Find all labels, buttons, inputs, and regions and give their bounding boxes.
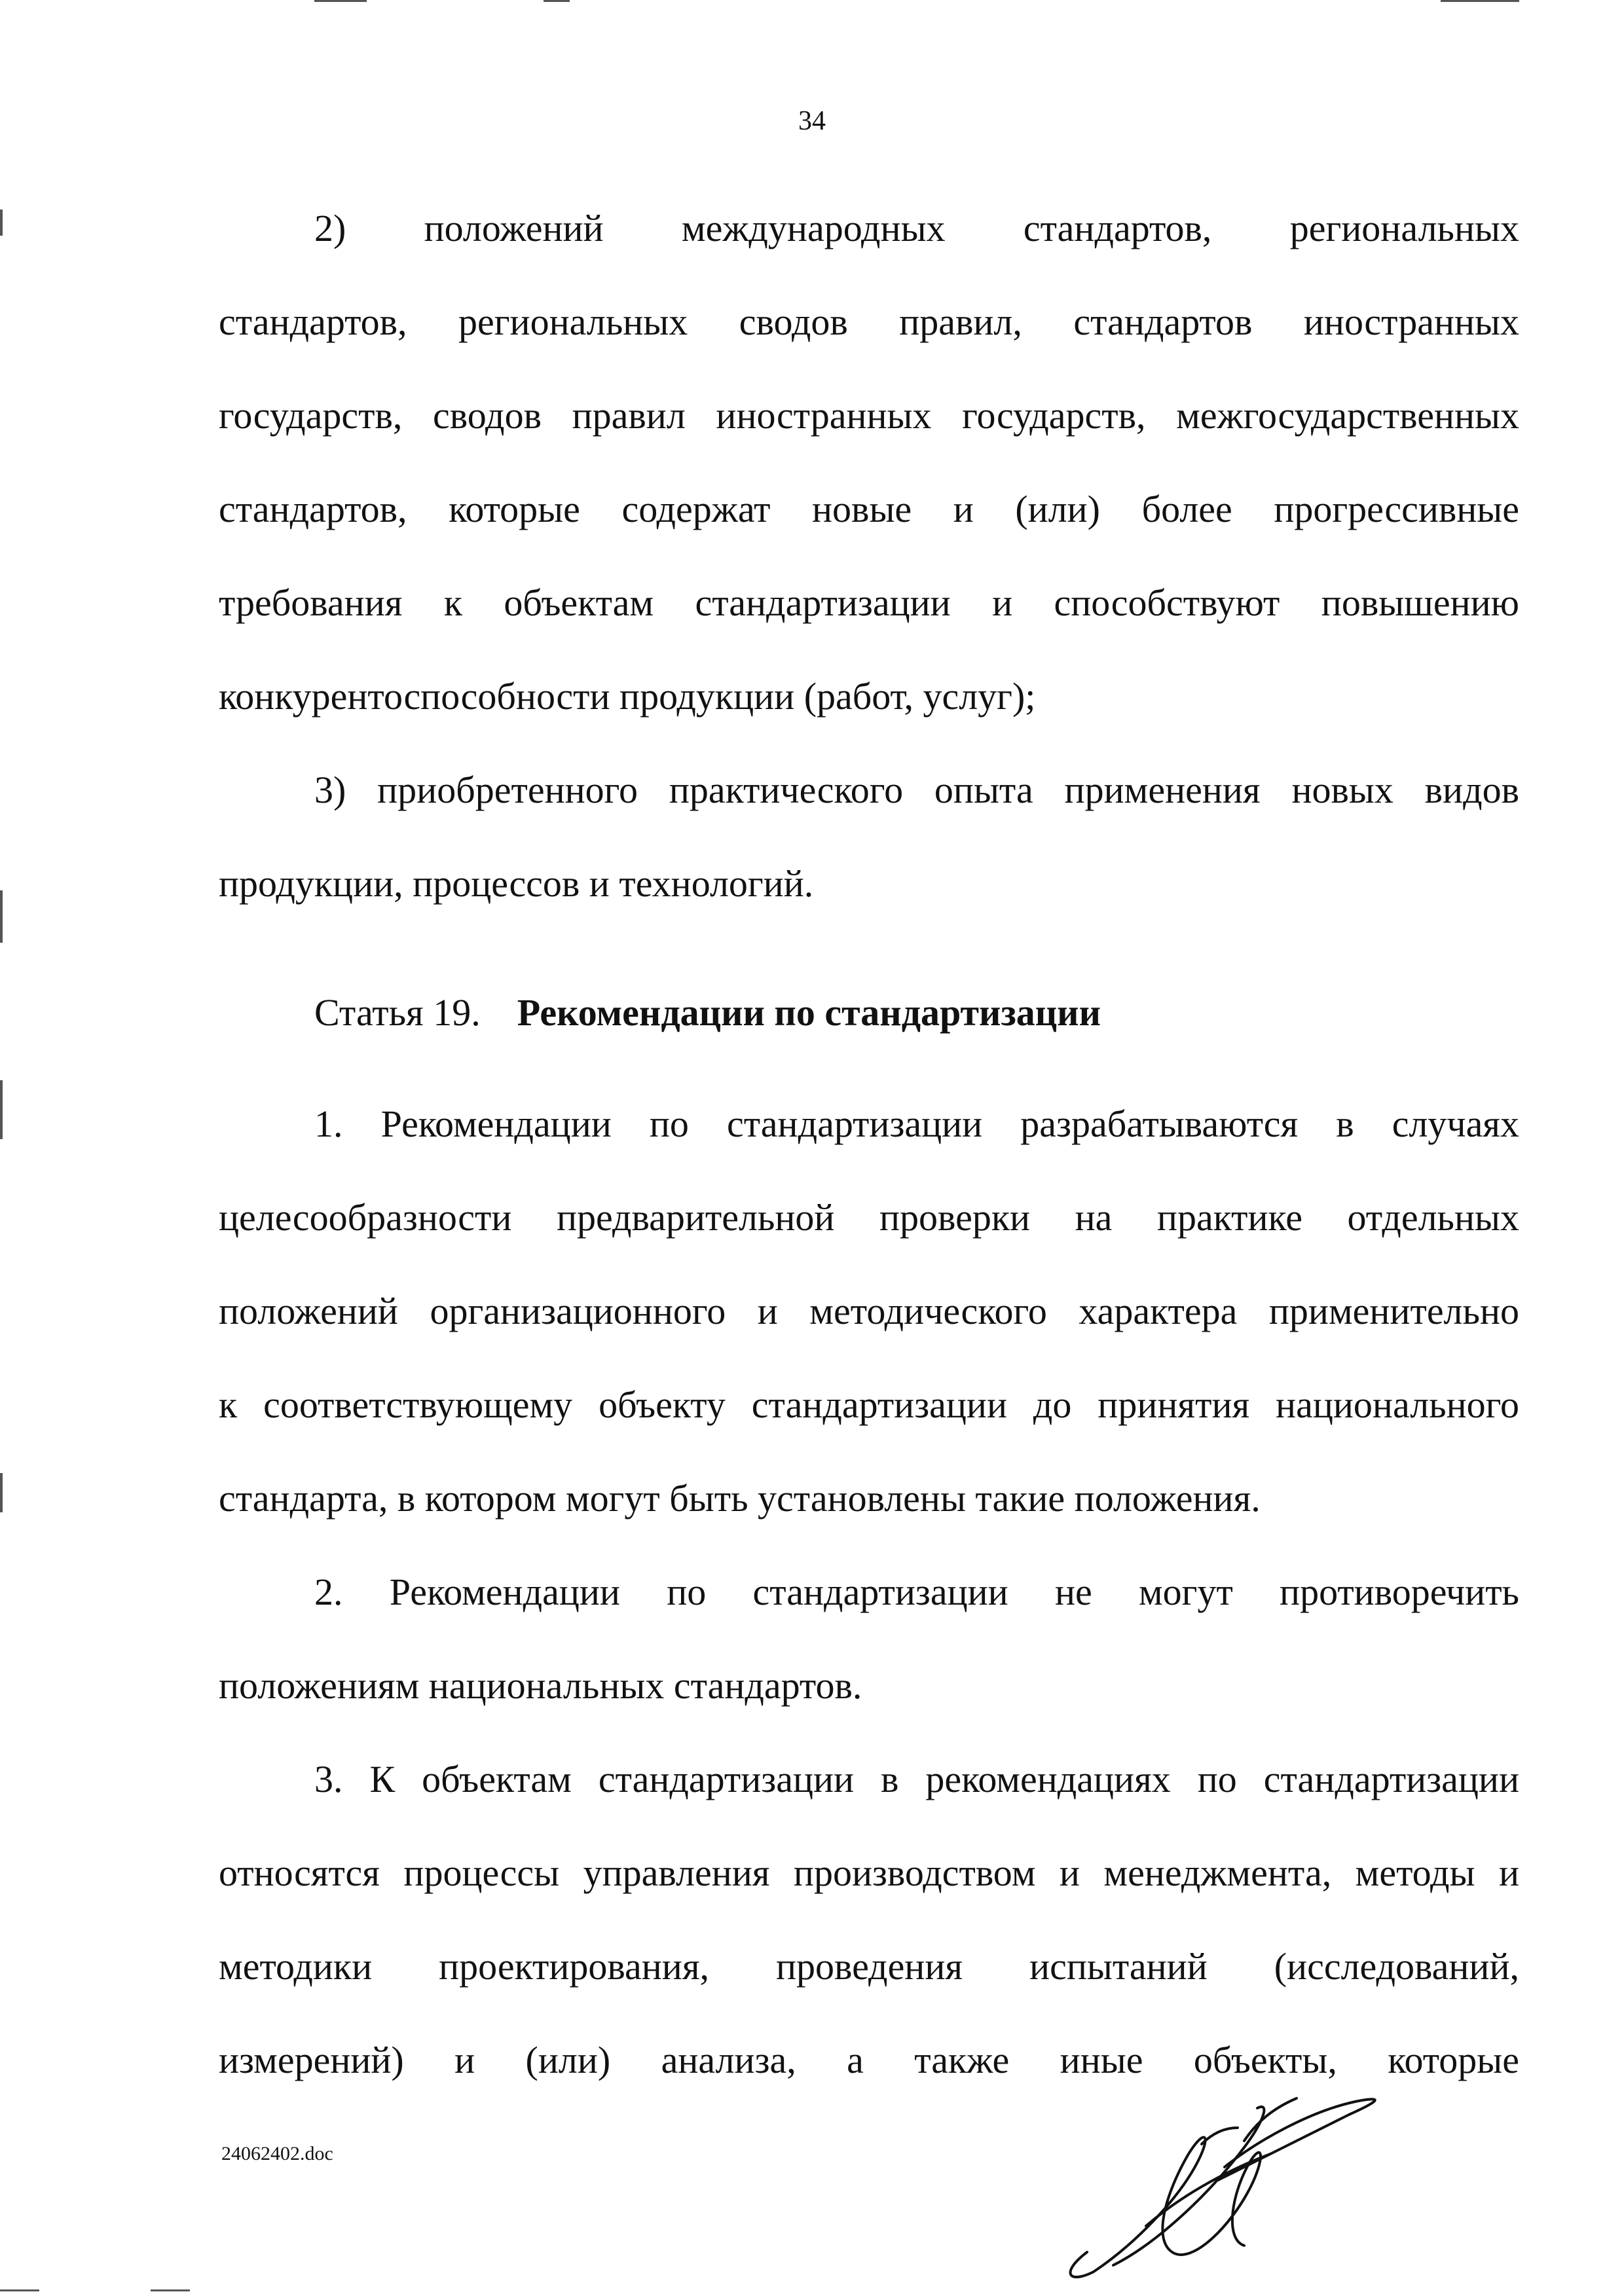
article-heading — [314, 989, 1519, 1037]
text-line: стандарта, в котором могут быть установлены такие положения. — [219, 1477, 1261, 1520]
text-line: измерений) и (или) анализа, а также иные объекты, которые — [219, 2039, 1519, 2081]
text-line: 2) положений международных стандартов, региональных — [314, 207, 1519, 249]
article-number: Статья 19. — [314, 991, 481, 1034]
text-line: требования к объектам стандартизации и способствуют повышению — [219, 581, 1519, 624]
text-line: положениям национальных стандартов. — [219, 1664, 862, 1707]
text-line: к соответствующему объекту стандартизации до принятия национального — [219, 1383, 1519, 1426]
text-line: положений организационного и методического характера применительно — [219, 1290, 1519, 1332]
text-line: 2. Рекомендации по стандартизации не могут противоречить — [314, 1571, 1519, 1613]
text-line: 3. К объектам стандартизации в рекомендациях по стандартизации — [314, 1758, 1519, 1800]
footer-filename: 24062402.doc — [221, 2143, 333, 2164]
text-line: конкурентоспособности продукции (работ, услуг); — [219, 675, 1036, 718]
text-line: целесообразности предварительной проверки на практике отдельных — [219, 1196, 1519, 1239]
page-number: 34 — [798, 106, 826, 136]
text-line: 1. Рекомендации по стандартизации разрабатываются в случаях — [314, 1102, 1519, 1145]
text-line: методики проектирования, проведения испытаний (исследований, — [219, 1945, 1519, 1988]
text-line: относятся процессы управления производством и менеджмента, методы и — [219, 1851, 1519, 1894]
text-line: продукции, процессов и технологий. — [219, 862, 814, 905]
text-line: 3) приобретенного практического опыта применения новых видов — [314, 769, 1519, 811]
text-line: стандартов, которые содержат новые и (или) более прогрессивные — [219, 488, 1519, 530]
signature-icon — [1048, 2030, 1414, 2291]
text-line: стандартов, региональных сводов правил, стандартов иностранных — [219, 301, 1519, 343]
text-line: государств, сводов правил иностранных государств, межгосударственных — [219, 394, 1519, 437]
article-title: Рекомендации по стандартизации — [517, 991, 1101, 1034]
